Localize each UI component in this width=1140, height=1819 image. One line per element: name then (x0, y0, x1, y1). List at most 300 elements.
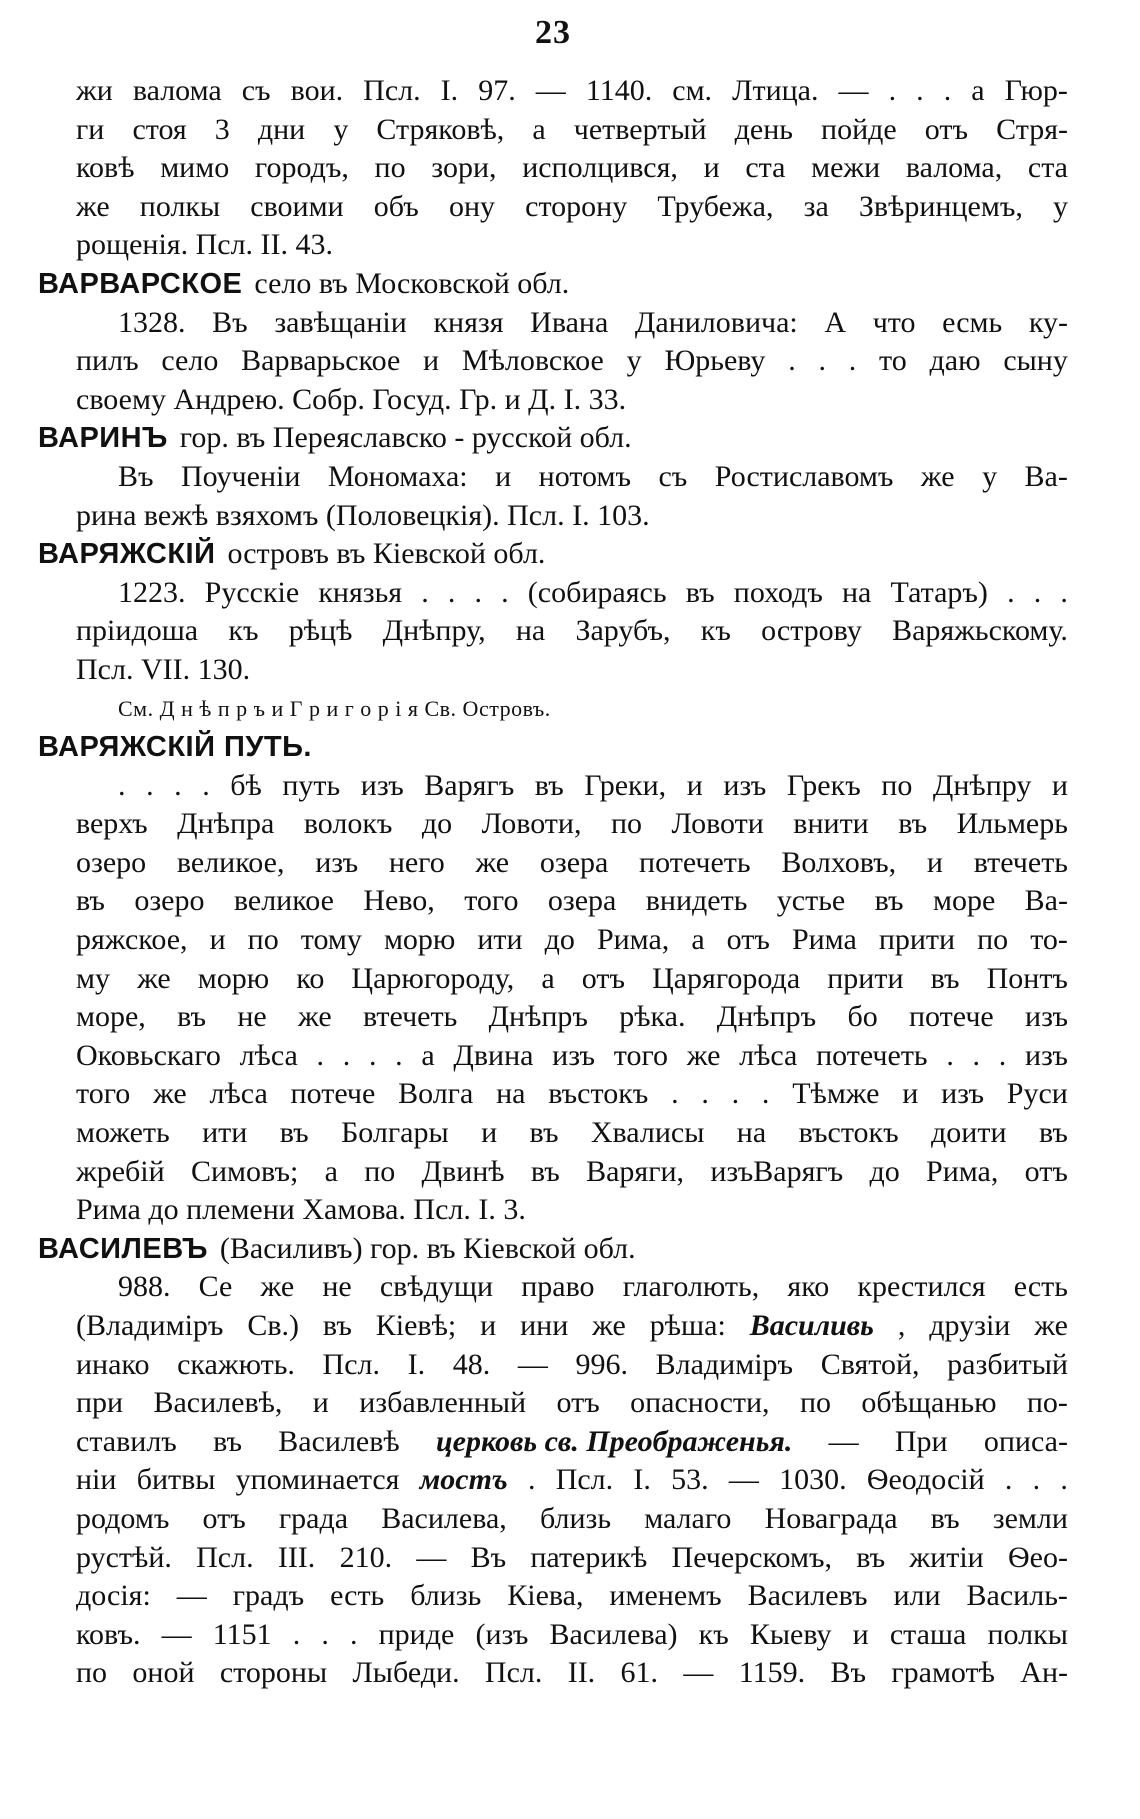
word: озера (547, 884, 617, 918)
italic-term: мостъ (419, 1463, 508, 1497)
word: Днѣпру, (382, 614, 486, 648)
word: (изъ (475, 1617, 529, 1651)
word: и (703, 151, 720, 185)
word: . (1007, 575, 1015, 609)
word: зори, (431, 151, 497, 185)
word: Кіева, (507, 1579, 584, 1613)
word: же (1034, 1309, 1068, 1342)
text-line (38, 767, 1068, 806)
word: и (481, 1116, 498, 1150)
word: патерикѣ (530, 1540, 648, 1574)
word: морю (383, 923, 456, 957)
word: Оковьскаго (76, 1038, 221, 1072)
word: Ѳеодосій (866, 1463, 985, 1497)
word: жи (76, 74, 113, 107)
text-line (38, 1037, 1068, 1076)
word: въ (322, 1309, 352, 1342)
word: и (1051, 768, 1068, 802)
word: Днѣпръ (488, 1000, 588, 1034)
word: путь (282, 768, 341, 802)
word: описа- (983, 1424, 1068, 1458)
headword: ВАРВАРСКОЕ (38, 267, 243, 300)
word: по (364, 1154, 396, 1188)
word: ону (448, 189, 495, 223)
word: полкы (987, 1617, 1068, 1651)
word: ко (296, 961, 325, 995)
word: Царюгороду, (351, 961, 515, 995)
word: вои. (290, 74, 344, 107)
word: стоя (132, 112, 187, 146)
word: ста (745, 151, 786, 185)
word: Волга (398, 1077, 474, 1111)
word: . (174, 768, 182, 802)
word: опасности, (630, 1386, 770, 1420)
word: отъ (924, 112, 969, 146)
text-line (38, 1423, 1068, 1462)
word: пойде (821, 112, 897, 146)
word: . (292, 1617, 301, 1651)
word: втечеть (973, 845, 1068, 879)
word: Ловоти, (481, 807, 582, 841)
word: по (76, 1656, 108, 1690)
word: волокъ (303, 807, 393, 841)
word: земли (992, 1501, 1068, 1535)
word: . (395, 1038, 403, 1072)
word: А (824, 305, 847, 339)
word: — (176, 1579, 207, 1613)
word: къ (698, 1617, 729, 1651)
word: Ѳео- (1007, 1540, 1068, 1574)
word: на (841, 575, 872, 609)
word: ставилъ (76, 1424, 177, 1458)
word: четвертый (573, 112, 707, 146)
word: сыну (1003, 344, 1068, 378)
word: . (1033, 575, 1042, 609)
word: ковѣ (76, 151, 135, 185)
word: . (501, 575, 509, 609)
word: — (535, 74, 566, 107)
book-page (38, 0, 1068, 1819)
word: . (118, 768, 126, 802)
word: а (421, 1038, 435, 1072)
word: 996. (575, 1347, 628, 1381)
word: изъ (315, 845, 359, 879)
word: у (982, 459, 998, 493)
word: Даниловича: (634, 305, 798, 339)
text-line (38, 921, 1068, 960)
word: Рима, (926, 1154, 999, 1188)
word: Тѣмже (792, 1077, 880, 1111)
text-line (38, 226, 1068, 265)
word: Василева) (549, 1617, 678, 1651)
word: въ (213, 1424, 242, 1458)
word: 988. (118, 1270, 171, 1304)
word: бо (847, 1000, 878, 1034)
word: Русскіе (204, 575, 300, 609)
word: въ (534, 768, 564, 802)
word: и (495, 459, 512, 493)
entry-headline (38, 728, 1068, 767)
word: досія: (76, 1579, 151, 1613)
word: пилъ (76, 344, 139, 378)
word: втечеть (362, 1000, 458, 1034)
word: приде (378, 1617, 455, 1651)
text-run: рина вежѣ взяхомъ (Половецкія). Псл. I. 103. (76, 498, 650, 532)
word: и (423, 344, 440, 378)
word: Владиміръ (655, 1347, 794, 1381)
text-line (38, 1616, 1068, 1655)
text-run: Псл. VII. 130. (76, 652, 251, 686)
word: ити (202, 1116, 248, 1150)
text-run: островъ въ Кіевской обл. (227, 537, 546, 571)
word: . (1060, 1463, 1068, 1497)
word: озеро (134, 884, 205, 918)
italic-term: церковь св. Преображенья. (435, 1424, 793, 1458)
word: Татаръ) (890, 575, 988, 609)
word: разбитый (947, 1347, 1068, 1381)
word: 97. (478, 74, 516, 107)
text-line (38, 1461, 1068, 1500)
word: града (278, 1501, 349, 1535)
word: и (852, 1617, 869, 1651)
text-run: Рима до племени Хамова. Псл. I. 3. (76, 1193, 526, 1227)
word: по (881, 768, 913, 802)
word: потечеть (816, 1038, 928, 1072)
word: 210. (339, 1540, 393, 1574)
word: . (972, 1038, 981, 1072)
word: малаго (644, 1501, 732, 1535)
text-run: село въ Московской обл. (254, 266, 570, 300)
word: лѣса (209, 1077, 268, 1111)
word: яко (787, 1270, 830, 1304)
text-line (38, 458, 1068, 497)
word: . (350, 1617, 358, 1651)
word: рѣша: (649, 1309, 726, 1342)
word: градъ (232, 1579, 305, 1613)
word: ряжское, (76, 923, 188, 957)
word: до (869, 1154, 900, 1188)
word: до (421, 807, 453, 841)
dictionary-text (38, 72, 1068, 1693)
text-line (38, 960, 1068, 999)
word: есмь (942, 305, 1003, 339)
word: Мономаха: (327, 459, 468, 493)
word: того (464, 884, 519, 918)
word: въ (177, 1000, 207, 1034)
word: прити (827, 961, 904, 995)
word: 61. (620, 1656, 659, 1690)
word: житіи (909, 1540, 984, 1574)
word: 1328. (118, 305, 186, 339)
word: Псл. (196, 1540, 254, 1574)
text-run: рощенія. Псл. II. 43. (76, 228, 334, 262)
word: за (803, 189, 829, 223)
word: Зарубъ, (575, 614, 671, 648)
word: — (838, 74, 869, 107)
word: же (76, 189, 110, 223)
text-line (38, 805, 1068, 844)
word: . (447, 575, 456, 609)
word: озеро (76, 845, 147, 879)
word: князя (433, 305, 504, 339)
word: изъ (723, 768, 767, 802)
word: же (298, 1000, 332, 1034)
word: Василевѣ, (153, 1386, 283, 1420)
word: рѣка. (619, 1000, 686, 1034)
word: . (946, 1038, 954, 1072)
word: Въ (830, 1656, 866, 1690)
word: сторону (525, 189, 628, 223)
word: 1223. (118, 575, 186, 609)
word: право (521, 1270, 595, 1304)
word: 48. (452, 1347, 491, 1381)
text-line (38, 149, 1068, 188)
word: морю (197, 961, 270, 995)
word: скажють. (177, 1347, 295, 1381)
word: изъ (552, 1038, 596, 1072)
word: ковъ. (76, 1617, 141, 1651)
word: Василева, (381, 1501, 507, 1535)
word: въстокъ (548, 1077, 649, 1111)
word: по (799, 1386, 831, 1420)
word: межи (811, 151, 881, 185)
word: . (368, 1038, 377, 1072)
text-line (38, 342, 1068, 381)
word: него (388, 845, 445, 879)
word: можеть (76, 1116, 170, 1150)
headword: ВАРЯЖСКІЙ (38, 538, 216, 571)
word: Стря- (996, 112, 1068, 146)
word: При (894, 1424, 948, 1458)
word: Кіевѣ; (375, 1309, 457, 1342)
word: Святой, (820, 1347, 920, 1381)
word: Понтъ (986, 961, 1068, 995)
headword: ВАРЯЖСКІЙ ПУТЬ. (38, 731, 312, 764)
word: — (416, 1540, 447, 1574)
word: Въ (470, 1540, 507, 1574)
word: — (828, 1424, 859, 1458)
word: князья (318, 575, 403, 609)
text-run: своему Андрею. Собр. Госуд. Гр. и Д. I. 33. (76, 382, 627, 416)
text-line (38, 1500, 1068, 1539)
word: полкы (139, 189, 221, 223)
word: по- (1026, 1386, 1068, 1420)
word: городъ, (254, 151, 349, 185)
text-line (38, 72, 1068, 111)
word: своими (250, 189, 344, 223)
word: Болгары (341, 1116, 449, 1150)
word: друзіи (929, 1309, 1011, 1342)
word: озера (539, 845, 609, 879)
word: — (517, 1347, 548, 1381)
word: и (209, 923, 226, 957)
word: къ (700, 614, 731, 648)
word: по (610, 807, 643, 841)
word: дни (257, 112, 306, 146)
word: у (333, 112, 349, 146)
word: великое (233, 884, 334, 918)
word: жребій (76, 1154, 165, 1188)
word: на (736, 1116, 767, 1150)
word: Ростиславомъ (714, 459, 894, 493)
word: отъ (1024, 1154, 1068, 1188)
text-line (38, 304, 1068, 343)
word: море, (76, 1000, 146, 1034)
word: отъ (581, 961, 625, 995)
word: — (161, 1617, 192, 1651)
word: . (527, 1463, 536, 1497)
word: III. (277, 1540, 316, 1574)
word: . (342, 1038, 351, 1072)
word: въ (685, 575, 715, 609)
word: . (421, 575, 429, 609)
word: Лыбеди. (352, 1656, 460, 1690)
word: битвы (136, 1463, 216, 1497)
word: сташа (889, 1617, 967, 1651)
word: острову (761, 614, 862, 648)
text-line (38, 1307, 1068, 1346)
word: Варягъ (424, 768, 515, 802)
word: Юрьеву (664, 344, 766, 378)
text-line (38, 1191, 1068, 1230)
word: родомъ (76, 1501, 170, 1535)
word: I. (633, 1463, 651, 1497)
word: того (613, 1038, 669, 1072)
word: Нево, (363, 884, 435, 918)
word: потече (290, 1077, 376, 1111)
word: Грекъ (786, 768, 861, 802)
word: Ивана (530, 305, 609, 339)
word: Ан- (1020, 1656, 1068, 1690)
headword: ВАРИНЪ (38, 422, 168, 455)
word: . (788, 344, 796, 378)
word: а (691, 923, 705, 957)
word: и (926, 845, 943, 879)
word: въ (874, 884, 904, 918)
text-line (38, 1539, 1068, 1578)
word: крестился (857, 1270, 986, 1304)
word: . (761, 1077, 770, 1111)
word: по (977, 923, 1009, 957)
word: исполцився, (522, 151, 678, 185)
word: отъ (202, 1501, 246, 1535)
text-line (38, 1654, 1068, 1693)
word: Царягорода (652, 961, 801, 995)
word: Въ (212, 305, 248, 339)
word: му (76, 961, 110, 995)
word: лѣса (239, 1038, 298, 1072)
word: по (247, 923, 279, 957)
text-line (38, 651, 1068, 690)
word: (Владиміръ (76, 1309, 224, 1342)
word: . (474, 575, 483, 609)
word: въ (930, 1501, 960, 1535)
word: близь (539, 1501, 612, 1535)
word: Василь- (966, 1579, 1068, 1613)
word: . (146, 768, 154, 802)
word: или (893, 1579, 941, 1613)
word: Днѣпра (177, 807, 275, 841)
word: Варяжьскому. (892, 614, 1068, 648)
word: Василевѣ (278, 1424, 400, 1458)
word: близь (410, 1579, 482, 1613)
word: на (496, 1077, 526, 1111)
word: 1159. (738, 1656, 806, 1690)
word: Днѣпру (932, 768, 1032, 802)
word: есть (1013, 1270, 1068, 1304)
word: рустѣй. (76, 1540, 172, 1574)
word: при (76, 1386, 124, 1420)
word: ити (477, 923, 523, 957)
word: глаголють, (622, 1270, 760, 1304)
word: . (998, 1038, 1007, 1072)
word: Звѣринцемъ, (858, 189, 1023, 223)
word: въ (930, 961, 960, 995)
word: . (316, 1038, 325, 1072)
word: Ва- (1024, 459, 1068, 493)
word: I. (407, 1347, 426, 1381)
word: . (202, 768, 210, 802)
word: . (1060, 575, 1068, 609)
word: см. (672, 74, 713, 107)
word: Св.) (247, 1309, 300, 1342)
word: Стряковѣ, (376, 112, 505, 146)
word: же (260, 1270, 295, 1304)
word: Поученіи (181, 459, 301, 493)
word: , (897, 1309, 906, 1342)
word: Мѣловское (461, 344, 604, 378)
word: же (153, 1077, 187, 1111)
text-line (38, 381, 1068, 420)
word: то- (1030, 923, 1068, 957)
word: тому (300, 923, 362, 957)
text-line (38, 1268, 1068, 1307)
word: же (592, 1309, 626, 1342)
word: Гюр- (1004, 74, 1068, 107)
word: до (544, 923, 575, 957)
word: Руси (1006, 1077, 1068, 1111)
word: внидеть (645, 884, 748, 918)
word: нотомъ (538, 459, 631, 493)
word: . (888, 74, 897, 107)
word: день (734, 112, 793, 146)
word: на (515, 614, 546, 648)
word: Ловоти (671, 807, 764, 841)
text-line (38, 188, 1068, 227)
word: 1030. (779, 1463, 847, 1497)
text-line (38, 497, 1068, 536)
word: Ва- (1024, 884, 1068, 918)
word: Кыеву (749, 1617, 832, 1651)
word: изъВарягъ (710, 1154, 844, 1188)
word: и (686, 768, 703, 802)
text-line (38, 111, 1068, 150)
word: оной (132, 1656, 195, 1690)
word: валома, (905, 151, 1003, 185)
word: ку- (1028, 305, 1068, 339)
word: 1140. (585, 74, 653, 107)
text-line (38, 882, 1068, 921)
word: море (932, 884, 996, 918)
word: валома (132, 74, 222, 107)
word: же (920, 459, 955, 493)
word: у (1052, 189, 1068, 223)
text-line (38, 1346, 1068, 1385)
word: Псл. (363, 74, 421, 107)
word: — (683, 1656, 714, 1690)
word: II. (567, 1656, 596, 1690)
word: обѣщанью (861, 1386, 997, 1420)
